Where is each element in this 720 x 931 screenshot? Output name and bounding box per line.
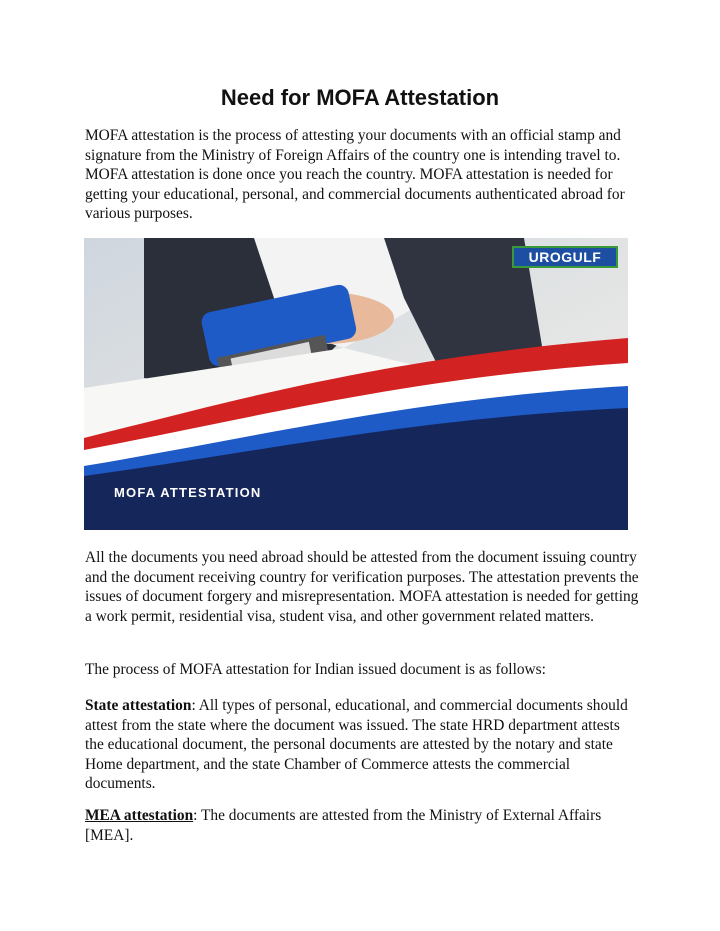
- intro-paragraph: MOFA attestation is the process of attesting your documents with an official stamp and signature from the Ministry of Foreign Affairs of the country one is intending travel to. MOFA attestation is done once you reach the country. MOFA attestation is needed for getting your educational, personal, and commercial documents authenticated abroad for various purposes.: [85, 127, 625, 222]
- state-attestation-paragraph: [85, 696, 640, 794]
- process-paragraph: The process of MOFA attestation for Indian issued document is as follows:: [85, 661, 546, 678]
- state-attestation-label: State attestation: [85, 697, 192, 714]
- hero-image: [84, 238, 628, 530]
- mea-attestation-paragraph: [85, 806, 640, 845]
- image-caption: MOFA ATTESTATION: [114, 485, 262, 500]
- brand-text: UROGULF: [528, 249, 602, 265]
- page-title: Need for MOFA Attestation: [220, 85, 500, 110]
- mea-attestation-text: : The documents are attested from the Ministry of External Affairs [MEA].: [85, 807, 602, 844]
- urogulf-logo: [512, 246, 618, 268]
- state-attestation-text: : All types of personal, educational, and commercial documents should attest from the state where the document was issued. The state HRD department attests the educational document, the personal documents are attested by the notary and state Home department, and the state Chamber of Commerce attests the commercial documents.: [85, 697, 628, 792]
- mea-attestation-label: MEA attestation: [85, 807, 194, 824]
- verification-paragraph: All the documents you need abroad should be attested from the document issuing country and the document receiving country for verification purposes. The attestation prevents the issues of document forgery and misrepresentation. MOFA attestation is needed for getting a work permit, residential visa, student visa, and other government related matters.: [85, 549, 639, 625]
